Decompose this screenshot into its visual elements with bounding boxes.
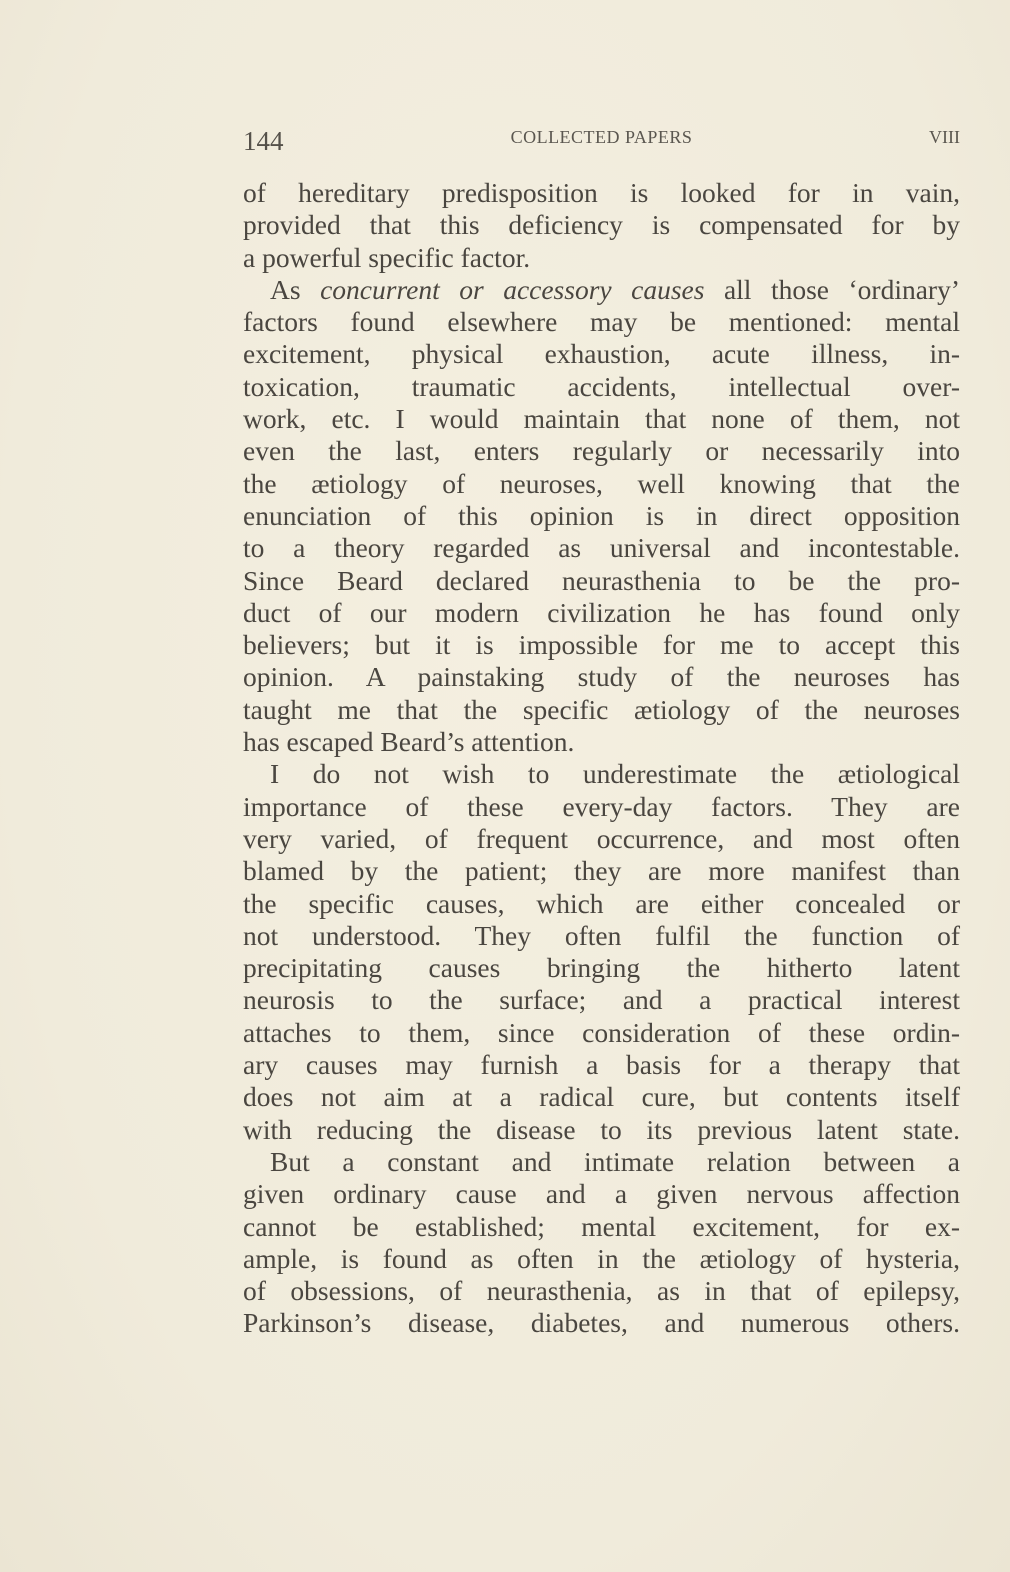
text-line: believers; but it is impossible for me to accept this: [243, 629, 960, 661]
paragraph: [243, 177, 960, 274]
text-line: Parkinson’s disease, diabetes, and numerous others.: [243, 1307, 960, 1339]
text-line: provided that this deficiency is compensated for by: [243, 209, 960, 241]
text-line: factors found elsewhere may be mentioned: mental: [243, 306, 960, 338]
text-line: ample, is found as often in the ætiology of hysteria,: [243, 1242, 960, 1274]
text-line: a powerful specific factor.: [243, 241, 531, 273]
text-line: taught me that the specific ætiology of the neuroses: [243, 693, 960, 725]
page-number: 144: [243, 126, 284, 156]
text-line: has escaped Beard’s attention.: [243, 726, 575, 758]
text-line: opinion. A painstaking study of the neuroses has: [243, 661, 960, 693]
text-line: enunciation of this opinion is in direct opposition: [243, 499, 960, 531]
text-line: importance of these every-day factors. They are: [243, 790, 960, 822]
paragraph: [243, 274, 960, 758]
text-line: But a constant and intimate relation between a: [270, 1145, 960, 1177]
text-line: attaches to them, since consideration of these ordin-: [243, 1016, 960, 1048]
text-line: with reducing the disease to its previous latent state.: [243, 1113, 960, 1145]
text-line: [243, 274, 960, 306]
text-line: of obsessions, of neurasthenia, as in that of epilepsy,: [243, 1275, 960, 1307]
body-text: [243, 177, 960, 1340]
text-line: cannot be established; mental excitement, for ex-: [243, 1210, 960, 1242]
text-line: even the last, enters regularly or necessarily into: [243, 435, 960, 467]
text-line: given ordinary cause and a given nervous affection: [243, 1178, 960, 1210]
text-line: Since Beard declared neurasthenia to be the pro-: [243, 564, 960, 596]
text-line: blamed by the patient; they are more manifest than: [243, 855, 960, 887]
text-span: As: [270, 273, 321, 305]
text-line: very varied, of frequent occurrence, and most often: [243, 822, 960, 854]
text-span: all those ‘ordinary’: [704, 273, 960, 305]
text-line: ary causes may furnish a basis for a therapy that: [243, 1049, 960, 1081]
text-line: duct of our modern civilization he has found only: [243, 596, 960, 628]
text-line: work, etc. I would maintain that none of them, not: [243, 403, 960, 435]
text-line: not understood. They often fulfil the function of: [243, 919, 960, 951]
text-line: neurosis to the surface; and a practical interest: [243, 984, 960, 1016]
text-line: to a theory regarded as universal and incontestable.: [243, 532, 960, 564]
text-line: does not aim at a radical cure, but contents itself: [243, 1081, 960, 1113]
text-line: the specific causes, which are either concealed or: [243, 887, 960, 919]
paragraph: [243, 758, 960, 1146]
italic-phrase: concurrent or accessory causes: [320, 273, 705, 305]
text-line: excitement, physical exhaustion, acute illness, in-: [243, 338, 960, 370]
running-title: COLLECTED PAPERS: [510, 127, 693, 147]
page-header: [243, 122, 960, 158]
text-line: I do not wish to underestimate the ætiological: [270, 758, 960, 790]
text-line: the ætiology of neuroses, well knowing that the: [243, 467, 960, 499]
text-line: precipitating causes bringing the hitherto latent: [243, 952, 960, 984]
paragraph: [243, 1146, 960, 1340]
chapter-number: VIII: [929, 127, 960, 147]
text-line: toxication, traumatic accidents, intellectual over-: [243, 370, 960, 402]
text-line: of hereditary predisposition is looked for in vain,: [243, 177, 960, 208]
